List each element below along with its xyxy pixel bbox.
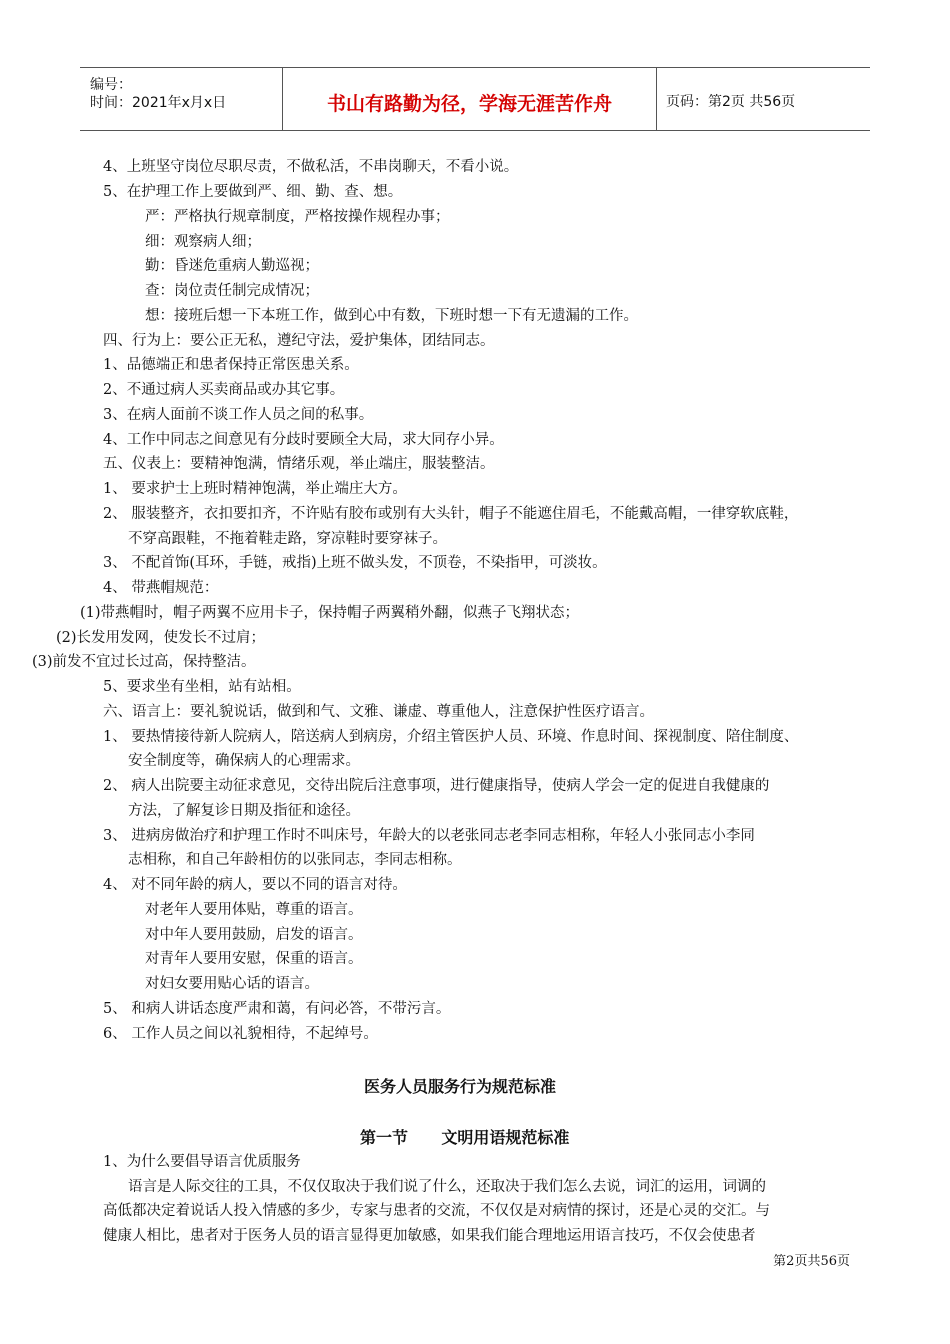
header-page-cell xyxy=(656,68,870,130)
body-line: (3)前发不宜过长过高，保持整洁。 xyxy=(32,654,256,670)
body-line: 志相称，和自己年龄相仿的以张同志，李同志相称。 xyxy=(128,852,462,868)
body-line: 六、语言上：要礼貌说话，做到和气、文雅、谦虚、尊重他人，注意保护性医疗语言。 xyxy=(103,704,654,720)
body-line: 3、 不配首饰(耳环，手链，戒指)上班不做头发，不顶卷，不染指甲，可淡妆。 xyxy=(103,555,607,571)
body-line: 方法，了解复诊日期及指征和途径。 xyxy=(128,803,360,819)
header-motto-cell xyxy=(282,68,657,130)
body-line: 不穿高跟鞋，不拖着鞋走路，穿凉鞋时要穿袜子。 xyxy=(128,531,447,547)
body-line: 1、 要求护士上班时精神饱满，举止端庄大方。 xyxy=(103,481,407,497)
body-line: 安全制度等，确保病人的心理需求。 xyxy=(128,753,360,769)
header-motto: 书山有路勤为径，学海无涯苦作舟 xyxy=(326,93,612,115)
header-info-cell xyxy=(80,68,282,130)
body-line: 严：严格执行规章制度，严格按操作规程办事； xyxy=(145,209,450,225)
body-line: 五、仪表上：要精神饱满，情绪乐观，举止端庄，服装整洁。 xyxy=(103,456,495,472)
body-line: 6、 工作人员之间以礼貌相待，不起绰号。 xyxy=(103,1026,378,1042)
section-line: 语言是人际交往的工具，不仅仅取决于我们说了什么，还取决于我们怎么去说，词汇的运用，词调的 xyxy=(128,1179,766,1195)
body-line: 4、 对不同年龄的病人，要以不同的语言对待。 xyxy=(103,877,407,893)
body-line: 四、行为上：要公正无私，遵纪守法，爱护集体，团结同志。 xyxy=(103,333,495,349)
body-line: 想：接班后想一下本班工作，做到心中有数，下班时想一下有无遗漏的工作。 xyxy=(145,308,638,324)
body-line: 对妇女要用贴心话的语言。 xyxy=(145,976,319,992)
body-line: 对老年人要用体贴，尊重的语言。 xyxy=(145,902,363,918)
body-line: 3、 进病房做治疗和护理工作时不叫床号，年龄大的以老张同志老李同志相称，年轻人小张同志小李同 xyxy=(103,828,755,844)
body-line: 1、 要热情接待新人院病人，陪送病人到病房，介绍主管医护人员、环境、作息时间、探视制度、陪住制度、 xyxy=(103,729,799,745)
header-table xyxy=(80,67,870,131)
body-line: 对中年人要用鼓励，启发的语言。 xyxy=(145,927,363,943)
doc-date-label: 时间：2021年x月x日 xyxy=(90,95,227,111)
body-line: 查：岗位责任制完成情况； xyxy=(145,283,319,299)
body-line: (1)带燕帽时，帽子两翼不应用卡子，保持帽子两翼稍外翻，似燕子飞翔状态； xyxy=(80,605,580,621)
header-page-label: 页码：第2页 共56页 xyxy=(666,94,796,110)
body-line: 2、不通过病人买卖商品或办其它事。 xyxy=(103,382,345,398)
body-line: 对青年人要用安慰，保重的语言。 xyxy=(145,951,363,967)
body-line: (2)长发用发网，使发长不过肩； xyxy=(56,630,266,646)
page-footer: 第2页共56页 xyxy=(773,1254,850,1269)
section-heading: 医务人员服务行为规范标准 xyxy=(364,1077,557,1096)
body-line: 细：观察病人细； xyxy=(145,234,261,250)
section-line: 高低都决定着说话人投入情感的多少，专家与患者的交流，不仅仅是对病情的探讨，还是心灵的交汇。与 xyxy=(103,1203,770,1219)
body-line: 勤：昏迷危重病人勤巡视； xyxy=(145,258,319,274)
section-line: 1、为什么要倡导语言优质服务 xyxy=(103,1154,301,1170)
body-line: 2、 病人出院要主动征求意见，交待出院后注意事项，进行健康指导，使病人学会一定的促进自我健康的 xyxy=(103,778,770,794)
body-line: 4、上班坚守岗位尽职尽责，不做私活，不串岗聊天，不看小说。 xyxy=(103,159,519,175)
body-line: 5、要求坐有坐相，站有站相。 xyxy=(103,679,301,695)
body-line: 4、工作中同志之间意见有分歧时要顾全大局，求大同存小异。 xyxy=(103,432,504,448)
body-line: 1、品德端正和患者保持正常医患关系。 xyxy=(103,357,359,373)
doc-code-label: 编号： xyxy=(90,77,132,93)
body-line: 5、在护理工作上要做到严、细、勤、查、想。 xyxy=(103,184,403,200)
section-line: 健康人相比，患者对于医务人员的语言显得更加敏感，如果我们能合理地运用语言技巧，不仅会使患者 xyxy=(103,1228,756,1244)
body-line: 3、在病人面前不谈工作人员之间的私事。 xyxy=(103,407,374,423)
body-line: 4、 带燕帽规范： xyxy=(103,580,219,596)
body-line: 2、 服装整齐，衣扣要扣齐，不许贴有胶布或别有大头针，帽子不能遮住眉毛，不能戴高帽，一律穿软底鞋， xyxy=(103,506,799,522)
subsection-heading: 第一节 文明用语规范标准 xyxy=(360,1128,570,1147)
body-line: 5、 和病人讲话态度严肃和蔼，有问必答，不带污言。 xyxy=(103,1001,451,1017)
